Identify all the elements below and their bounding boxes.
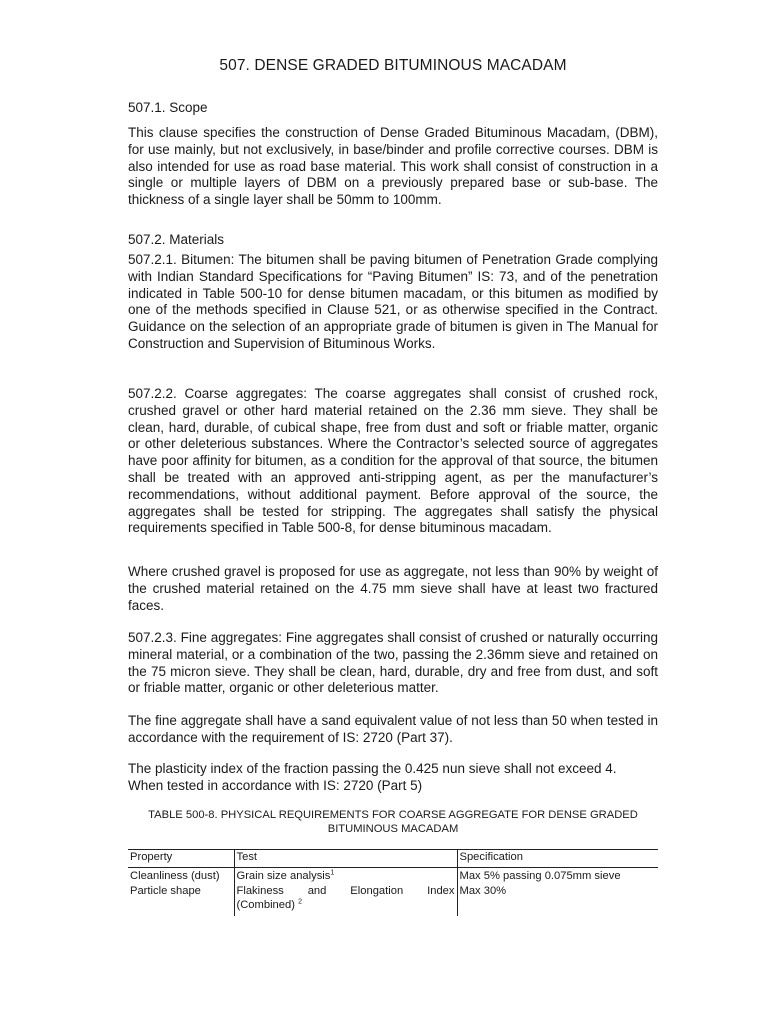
header-test: Test [234, 850, 457, 868]
test-text-continued: (Combined) $^2$ [236, 897, 302, 911]
materials-heading: 507.2. Materials [128, 232, 225, 247]
table-caption: TABLE 500-8. PHYSICAL REQUIREMENTS FOR COARSE AGGREGATE FOR DENSE GRADED BITUMINOUS MACADAM [148, 809, 638, 835]
bitumen-paragraph: 507.2.1. Bitumen: The bitumen shall be paving bitumen of Penetration Grade complying with Indian Standard Specifications for “Paving Bitumen” IS: 73, and of the penetration indicated in Table 500-10 for dense bitumen macadam, or this bitumen as modified by one of the methods specified in Clause 521, or as otherwise specified in the Contract. Guidance on the selection of an appropriate grade of bitumen is given in The Manual for Construction and Supervision of Bituminous Works. [128, 252, 658, 351]
sand-equivalent-paragraph: The fine aggregate shall have a sand equivalent value of not less than 50 when tested in accordance with the requirement of IS: 2720 (Part 37). [128, 713, 658, 745]
table-header-row [128, 850, 658, 868]
fine-aggregates-paragraph: 507.2.3. Fine aggregates: Fine aggregates shall consist of crushed or naturally occurring mineral material, or a combination of the two, passing the 2.36mm sieve and retained on the 75 micron sieve. They shall be clean, hard, durable, dry and free from dust, and soft or friable matter, organic or other deleterious matter. [128, 630, 658, 696]
cell-property: Cleanliness (dust) [130, 869, 220, 882]
scope-heading: 507.1. Scope [128, 100, 208, 115]
table-row [128, 883, 658, 916]
scope-paragraph: This clause specifies the construction of Dense Graded Bituminous Macadam, (DBM), for use mainly, but not exclusively, in base/binder and profile corrective courses. DBM is also intended for use as road base material. This work shall consist of construction in a single or multiple layers of DBM on a previously prepared base or sub-base. The thickness of a single layer shall be 50mm to 100mm. [128, 125, 658, 208]
cell-specification: Max 5% passing 0.075mm sieve [457, 867, 658, 883]
header-property: Property [128, 850, 234, 868]
crushed-gravel-paragraph: Where crushed gravel is proposed for use as aggregate, not less than 90% by weight of the crushed material retained on the 4.75 mm sieve shall have at least two fractured faces. [128, 564, 658, 613]
cell-property: Particle shape [130, 885, 201, 897]
plasticity-index-paragraph [128, 761, 658, 795]
cell-test [234, 883, 457, 916]
footnote-marker: 2 [298, 897, 302, 905]
page-title: 507. DENSE GRADED BITUMINOUS MACADAM [219, 57, 567, 74]
test-text: Grain size analysis [236, 869, 331, 882]
plasticity-line-2: When tested in accordance with IS: 2720 (Part 5) [128, 777, 423, 793]
footnote-marker: 1 [330, 868, 335, 876]
plasticity-line-1: The plasticity index of the fraction passing the 0.425 nun sieve shall not exceed 4. [128, 761, 617, 776]
test-text: Flakiness and Elongation Index [236, 885, 455, 897]
physical-requirements-table [128, 849, 658, 916]
cell-test [234, 867, 457, 883]
coarse-aggregates-paragraph: 507.2.2. Coarse aggregates: The coarse aggregates shall consist of crushed rock, crushed gravel or other hard material retained on the 2.36 mm sieve. They shall be clean, hard, durable, of cubical shape, free from dust and soft or friable matter, organic or other deleterious substances. Where the Contractor’s selected source of aggregates have poor affinity for bitumen, as a condition for the approval of that source, the bitumen shall be treated with an approved anti-stripping agent, as per the manufacturer’s recommendations, without additional payment. Before approval of the source, the aggregates shall be tested for stripping. The aggregates shall satisfy the physical requirements specified in Table 500-8, for dense bituminous macadam. [128, 386, 658, 536]
table-row [128, 867, 658, 883]
header-specification: Specification [457, 850, 658, 868]
cell-specification: Max 30% [457, 883, 658, 916]
